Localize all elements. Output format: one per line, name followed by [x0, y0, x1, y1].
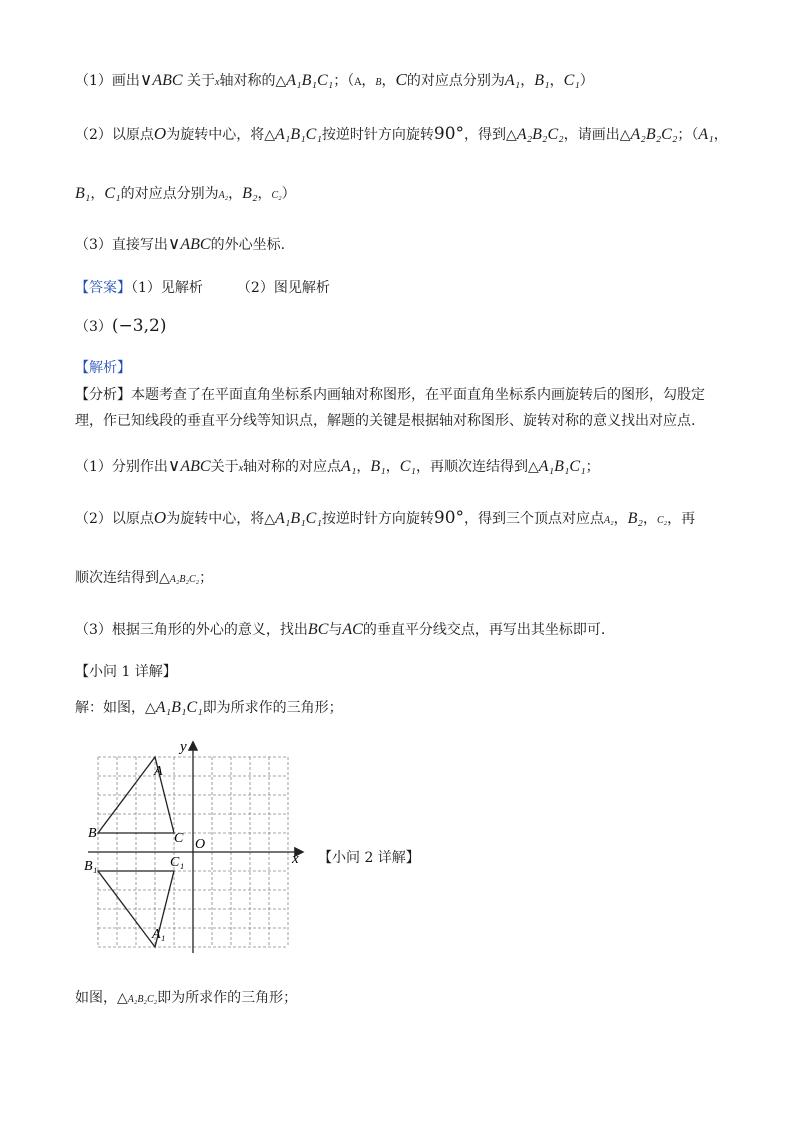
- label-C: C: [174, 831, 184, 846]
- label-B1: B₁: [84, 859, 98, 874]
- label-C1: C₁: [170, 855, 185, 870]
- analysis-tag: 【解析】: [75, 360, 131, 376]
- y-axis-label: y: [180, 739, 187, 755]
- label-A: A: [154, 764, 163, 779]
- label-A1: A₁: [152, 927, 166, 942]
- question-3: （3）直接写出∨ABC的外心坐标.: [75, 234, 286, 254]
- coordinate-figure: [80, 735, 320, 960]
- origin-label: O: [195, 837, 206, 852]
- analysis-fenxi: 【分析】本题考查了在平面直角坐标系内画轴对称图形，在平面直角坐标系内画旋转后的图形，勾股定理，作已知线段的垂直平分线等知识点，解题的关键是根据轴对称图形、旋转对称的意义找出对应点.: [75, 387, 705, 429]
- xq2-tag: 【小问 2 详解】: [318, 850, 420, 866]
- xq1-tag: 【小问 1 详解】: [75, 664, 177, 680]
- label-B: B: [88, 826, 97, 841]
- analysis-step-3: （3）根据三角形的外心的意义，找出BC与AC的垂直平分线交点，再写出其坐标即可.: [75, 621, 606, 638]
- answer-3: （3）(−3,2): [75, 316, 167, 336]
- answer: 【答案】（1）见解析 （2）图见解析: [75, 280, 330, 296]
- x-axis-label: x: [292, 851, 299, 867]
- analysis-step-2-cont: 顺次连结得到△A₂B₂C₂；: [75, 570, 214, 586]
- analysis-step-2: （2）以原点O为旋转中心，将△A₁B₁C₁按逆时针方向旋转90°，得到三个顶点对应点A₂，B₂，C₂，再: [75, 508, 696, 528]
- xq1-text: 解：如图，△A₁B₁C₁即为所求作的三角形；: [75, 699, 343, 716]
- question-2-cont: B₁，C₁的对应点分别为A₂，B₂，C₂）: [75, 185, 296, 202]
- question-1: （1）画出∨ABC 关于x轴对称的△A₁B₁C₁；（A，B，C的对应点分别为A₁，B₁，C₁）: [75, 70, 594, 90]
- question-2: （2）以原点O为旋转中心，将△A₁B₁C₁按逆时针方向旋转90°，得到△A₂B₂C₂，请画出△A₂B₂C₂；（A₁，: [75, 124, 728, 144]
- analysis-step-1: （1）分别作出∨ABC关于x轴对称的对应点A₁，B₁，C₁，再顺次连结得到△A₁B₁C₁；: [75, 456, 600, 476]
- xq2-text: 如图，△A₂B₂C₂即为所求作的三角形；: [75, 990, 298, 1006]
